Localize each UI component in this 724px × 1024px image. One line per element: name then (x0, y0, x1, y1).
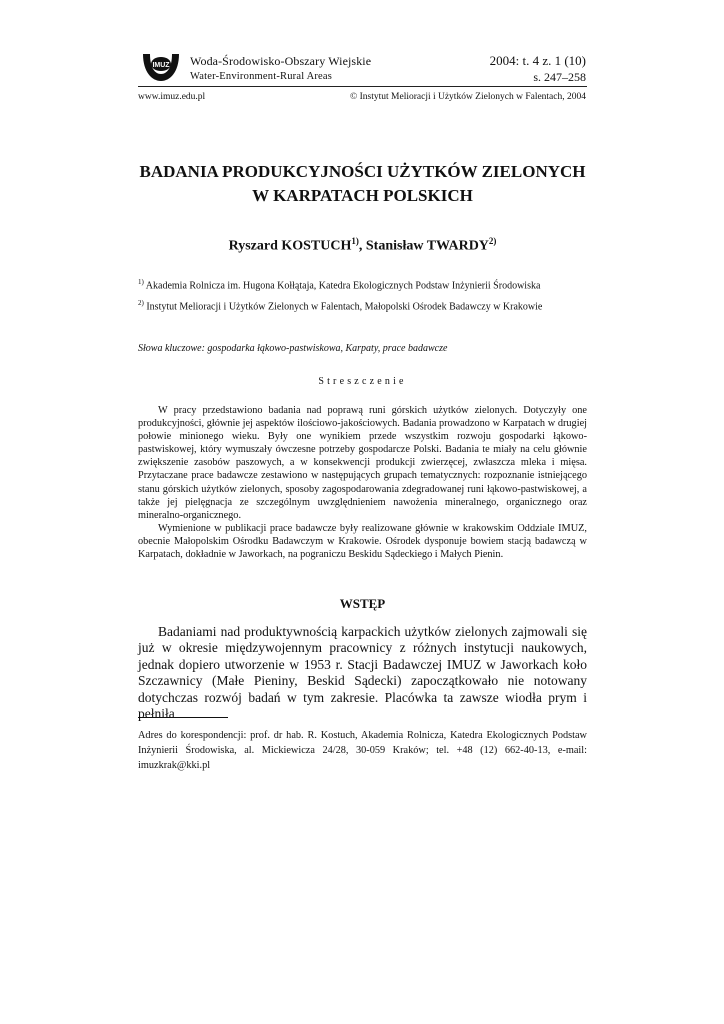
website-link[interactable]: www.imuz.edu.pl (138, 92, 206, 102)
affiliation-mark: 2) (138, 299, 144, 307)
author-1-name: Ryszard KOSTUCH (228, 238, 352, 254)
copyright-line: © Instytut Melioracji i Użytków Zielonych w Falentach, 2004 (350, 92, 586, 102)
abstract-body (138, 404, 587, 561)
affiliation-2 (138, 299, 598, 312)
author-list (138, 236, 587, 255)
journal-title-en: Water-Environment-Rural Areas (190, 71, 333, 82)
abstract-paragraph-1: W pracy przedstawiono badania nad poprawą runi górskich użytków zielonych. Dotyczyły one produkcyjności, głównie jej aspektów ilościowo-jakościowych. Badania prowadzono w Karpatach w drugiej połowie minionego wieku. Były one wynikiem przede wszystkim rozwoju gospodarki łąkowo-pastwiskowej, który wymuszały ówczesne potrzeby gospodarcze Polski. Badania te miały na celu głównie zwiększenie zasobów paszowych, a w konsekwencji produkcji zwierzęcej, zwłaszcza mleka i mięsa. Przytaczane prace badawcze zestawiono w następujących grupach tematycznych: rozpoznanie istniejącego stanu górskich użytków zielonych, sposoby zagospodarowania zdegradowanej runi łąkowo-pastwiskowej, a także jej pielęgnacja ze szczególnym uwzględnieniem nawożenia mineralnego, organicznego oraz mineralno-organicznego. (138, 405, 587, 521)
journal-title-pl: Woda-Środowisko-Obszary Wiejskie (190, 54, 372, 68)
abstract-heading: Streszczenie (318, 376, 407, 387)
keywords: Słowa kluczowe: gospodarka łąkowo-pastwiskowa, Karpaty, prace badawcze (138, 343, 448, 354)
page-range: s. 247–258 (533, 70, 586, 84)
section-paragraph: Badaniami nad produktywnością karpackich użytków zielonych zajmowali się już w okresie międzywojennym pracownicy z różnych instytucji naukowych, jednak dopiero utworzenie w 1953 r. Stacji Badawczej IMUZ w Jaworkach koło Szczawnicy (Małe Pieniny, Beskid Sądecki) zapoczątkowało nie notowany dotychczas rozwój badań w tym zakresie. Placówka ta zawsze wiodła prym i pełniła (138, 624, 587, 722)
title-line-2: W KARPATACH POLSKICH (252, 186, 473, 205)
correspondence-footnote: Adres do korespondencji: prof. dr hab. R. Kostuch, Akademia Rolnicza, Katedra Ekologicznych Podstaw Inżynierii Środowiska, al. Mickiewicza 24/28, 30-059 Kraków; tel. +48 (12) 662-40-13, e-mail: imuzkrak@kki.pl (138, 730, 587, 771)
title-line-1: BADANIA PRODUKCYJNOŚCI UŻYTKÓW ZIELONYCH (139, 162, 586, 181)
affiliation-1 (138, 278, 598, 291)
imuz-logo (140, 46, 182, 84)
author-1-mark: 1) (351, 236, 359, 246)
affiliation-text: Akademia Rolnicza im. Hugona Kołłątaja, Katedra Ekologicznych Podstaw Inżynierii Środowiska (143, 280, 541, 292)
footnote-rule (138, 717, 228, 718)
abstract-paragraph-2: Wymienione w publikacji prace badawcze były realizowane głównie w krakowskim Oddziale IMUZ, obecnie Małopolskim Ośrodku Badawczym w Krakowie. Ośrodek dysponuje bowiem stacją badawczą w Karpatach, dokładnie w Jaworkach, na pograniczu Beskidu Sądeckiego i Małych Pienin. (138, 522, 587, 561)
volume-info: 2004: t. 4 z. 1 (10) (489, 53, 586, 68)
section-heading: WSTĘP (339, 596, 386, 611)
header-rule (138, 86, 587, 87)
affiliation-text: Instytut Melioracji i Użytków Zielonych w Falentach, Małopolski Ośrodek Badawczy w Krakowie (143, 301, 543, 313)
section-body (138, 624, 587, 722)
author-2-mark: 2) (488, 236, 497, 246)
logo-text: IMUZ (152, 62, 170, 69)
author-separator: , (358, 238, 366, 254)
article-title (138, 160, 587, 208)
author-2-name: Stanisław TWARDY (365, 238, 489, 254)
affiliation-mark: 1) (138, 278, 144, 286)
